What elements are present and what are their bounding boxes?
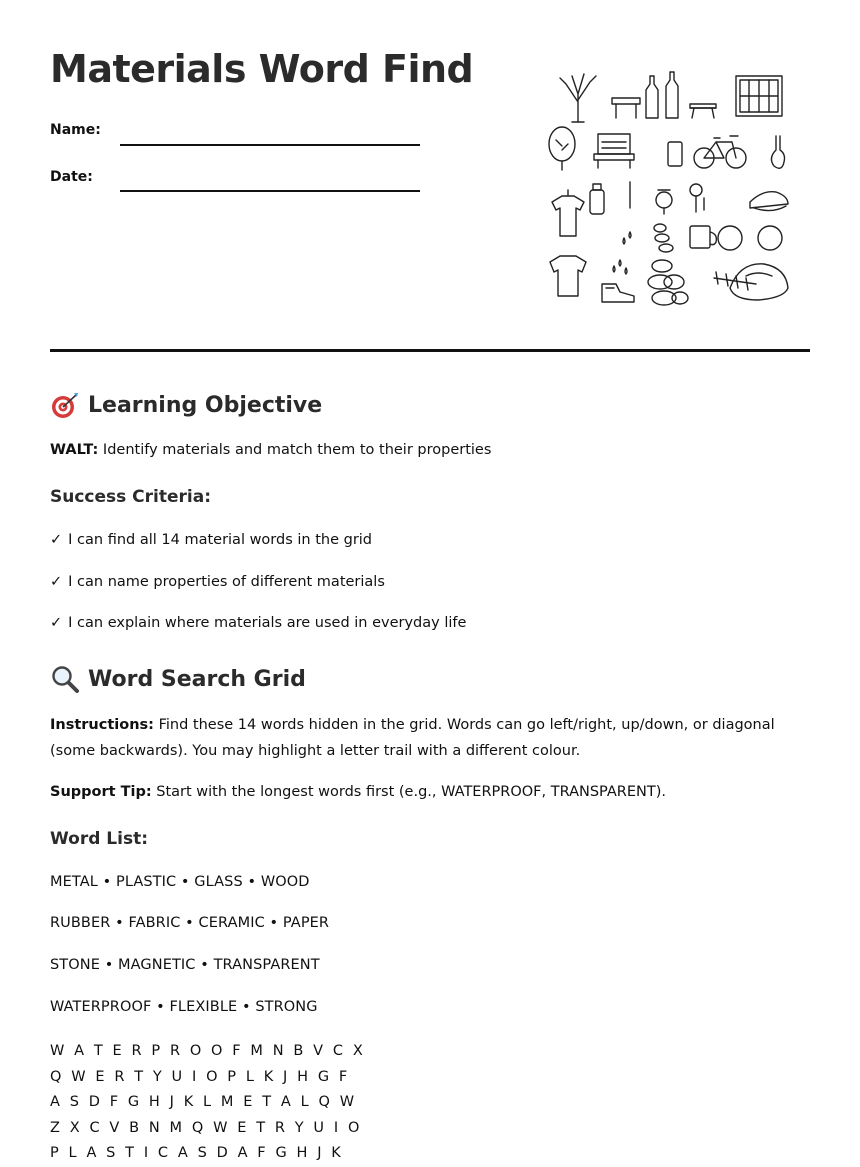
bottle-icon bbox=[646, 72, 678, 118]
faucet-icon bbox=[690, 184, 704, 212]
learning-objective-heading bbox=[50, 390, 322, 420]
name-field[interactable] bbox=[120, 144, 420, 146]
tshirt2-icon bbox=[550, 256, 586, 296]
materials-clipart bbox=[540, 62, 800, 317]
tshirt-icon bbox=[552, 190, 584, 236]
support-tip-label: Support Tip: bbox=[50, 784, 152, 800]
drops2-icon bbox=[613, 260, 627, 274]
tree2-icon bbox=[549, 127, 575, 170]
walt-statement bbox=[50, 437, 810, 463]
grid-row[interactable]: W A T E R P R O O F M N B V C X bbox=[50, 1043, 366, 1059]
word-list-row: RUBBER • FABRIC • CERAMIC • PAPER bbox=[50, 915, 330, 931]
grid-row[interactable]: P L A S T I C A S D A F G H J K bbox=[50, 1145, 344, 1162]
success-criteria-heading: Success Criteria: bbox=[50, 487, 212, 507]
bottle2-icon bbox=[590, 184, 604, 214]
check-icon: ✓ bbox=[50, 532, 63, 548]
drops-icon bbox=[623, 232, 631, 244]
boot-icon bbox=[602, 284, 634, 302]
bicycle-icon bbox=[694, 136, 746, 168]
target-icon bbox=[50, 390, 80, 420]
mug-icon bbox=[690, 226, 716, 248]
criteria-item: ✓ I can name properties of different materials bbox=[50, 574, 385, 590]
check-icon: ✓ bbox=[50, 574, 63, 590]
criteria-item: ✓ I can explain where materials are used in everyday life bbox=[50, 615, 467, 631]
instructions-text: Instructions: Find these 14 words hidden in the grid. Words can go left/right, up/down, or diagonal (some backwards). You may highlight a letter trail with a different colour. bbox=[50, 717, 775, 759]
date-field[interactable] bbox=[120, 190, 420, 192]
chair-icon bbox=[594, 134, 634, 168]
shoe-icon bbox=[750, 192, 788, 211]
word-list-row: STONE • MAGNETIC • TRANSPARENT bbox=[50, 957, 320, 973]
page-title: Materials Word Find bbox=[50, 47, 474, 91]
walt-label: WALT: bbox=[50, 442, 99, 458]
word-list-row: METAL • PLASTIC • GLASS • WOOD bbox=[50, 874, 310, 890]
word-search-grid bbox=[50, 1039, 365, 1167]
stones-icon bbox=[648, 260, 688, 305]
pebbles-icon bbox=[654, 224, 673, 252]
table-icon bbox=[612, 98, 640, 118]
date-label: Date: bbox=[50, 169, 93, 185]
grid-row[interactable]: A S D F G H J K L M E T A L Q W bbox=[50, 1094, 357, 1111]
word-list-heading: Word List: bbox=[50, 829, 148, 849]
support-tip: Support Tip: Start with the longest words first (e.g., WATERPROOF, TRANSPARENT). bbox=[50, 784, 666, 800]
glass-icon bbox=[668, 142, 682, 166]
name-label: Name: bbox=[50, 122, 101, 138]
grid-row[interactable]: Z X C V B N M Q W E T R Y U I O bbox=[50, 1119, 362, 1136]
window-icon bbox=[736, 76, 782, 116]
header-divider bbox=[50, 349, 810, 352]
learning-objective-title: Learning Objective bbox=[88, 392, 323, 418]
walt-text: Identify materials and match them to their properties bbox=[98, 442, 492, 458]
teapot-icon bbox=[656, 190, 672, 214]
instructions-label: Instructions: bbox=[50, 717, 154, 733]
word-search-heading bbox=[50, 664, 306, 694]
flask-icon bbox=[771, 136, 784, 168]
magnifier-icon bbox=[50, 664, 80, 694]
criteria-item: ✓ I can find all 14 material words in the grid bbox=[50, 532, 373, 548]
check-icon: ✓ bbox=[50, 615, 63, 631]
tree-icon bbox=[560, 74, 596, 122]
word-search-title: Word Search Grid bbox=[88, 666, 306, 692]
stool-icon bbox=[690, 104, 716, 118]
grid-row[interactable]: Q W E R T Y U I O P L K J H G F bbox=[50, 1068, 350, 1085]
word-list-row: WATERPROOF • FLEXIBLE • STRONG bbox=[50, 999, 318, 1015]
plate-icon bbox=[718, 226, 782, 250]
